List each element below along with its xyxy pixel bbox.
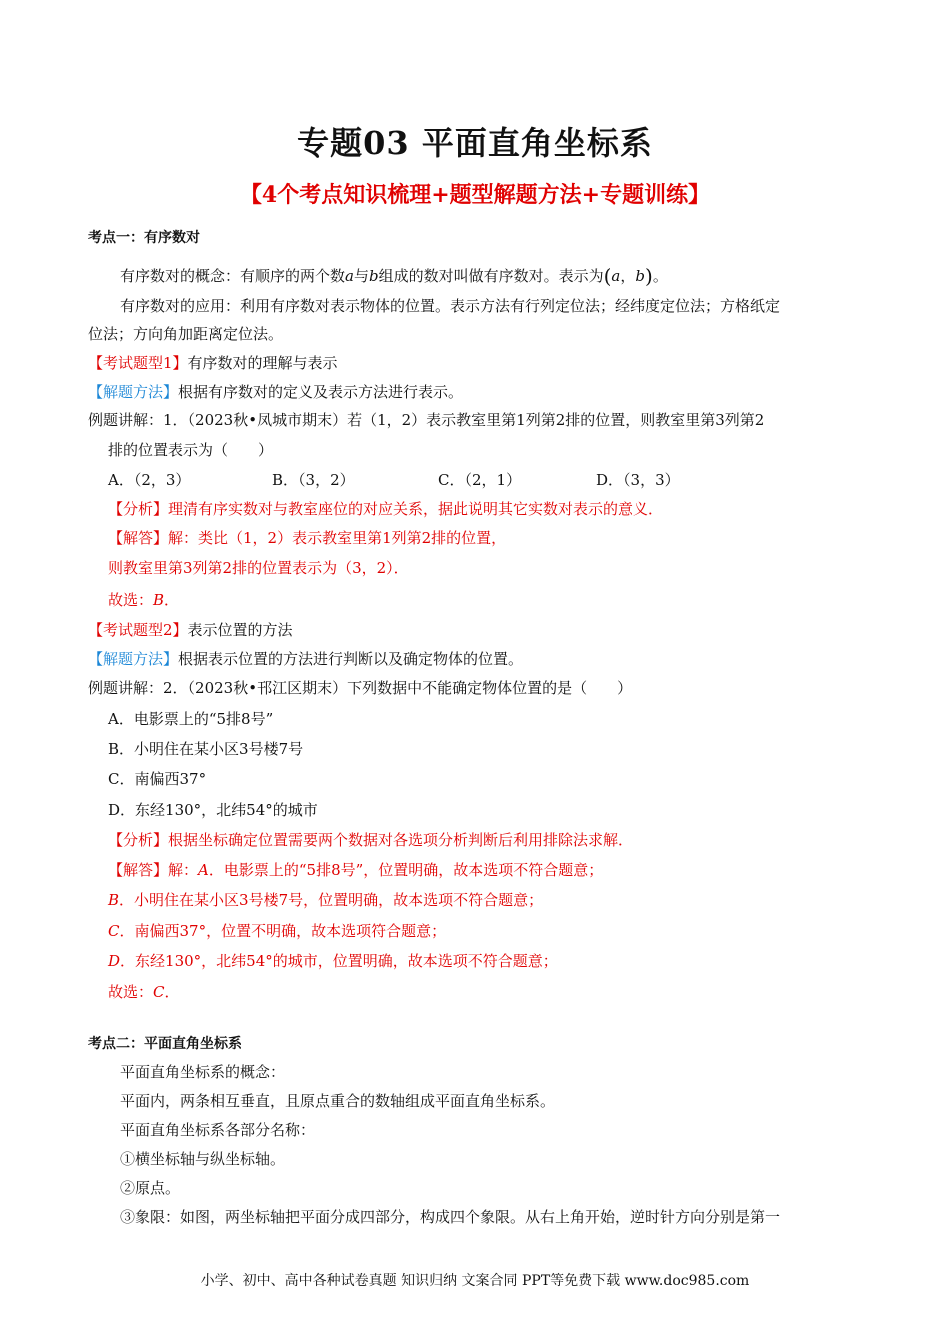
example-1-option-d: D．（3，3） (596, 471, 680, 489)
example-1-line-1: 例题讲解：1．（2023秋•凤城市期末）若（1，2）表示教室里第1列第2排的位置，则教室里第3列第2 (88, 411, 765, 429)
section-2-line-6: ③象限：如图，两坐标轴把平面分成四部分，构成四个象限。从右上角开始，逆时针方向分别是第一 (120, 1208, 781, 1226)
page-footer: 小学、初中、高中各种试卷真题 知识归纳 文案合同 PPT等免费下载 www.doc985.com (200, 1273, 750, 1289)
var-b: b (368, 267, 379, 285)
example-2-choice: 故选：C． (108, 983, 180, 1001)
exam-type-tag: 【考试题型1】 (88, 354, 188, 372)
example-1-answer-1: 【解答】解：类比（1，2）表示教室里第1列第2排的位置， (108, 529, 507, 547)
exam-type-tag: 【考试题型2】 (88, 621, 188, 639)
section-2-line-4: ①横坐标轴与纵坐标轴。 (120, 1150, 286, 1168)
exam-type-2: 【考试题型2】表示位置的方法 (88, 621, 293, 639)
application-line-1: 有序数对的应用：利用有序数对表示物体的位置。表示方法有行列定位法；经纬度定位法；方格纸定 (120, 297, 781, 315)
example-2-answer-b: B．小明住在某小区3号楼7号，位置明确，故本选项不符合题意； (108, 891, 544, 909)
example-2-option-d: D．东经130°，北纬54°的城市 (108, 801, 318, 819)
method-1: 【解题方法】根据有序数对的定义及表示方法进行表示。 (88, 383, 464, 401)
example-1-option-b: B．（3，2） (272, 471, 355, 489)
example-1-option-c: C．（2，1） (438, 471, 522, 489)
example-2-answer-a: 【解答】解：A．电影票上的“5排8号”，位置明确，故本选项不符合题意； (108, 861, 604, 879)
example-1-line-2: 排的位置表示为（ ） (108, 441, 274, 459)
section-2-line-5: ②原点。 (120, 1179, 181, 1197)
page-title: 专题03 平面直角坐标系 (297, 124, 653, 162)
section-heading-1: 考点一：有序数对 (88, 230, 200, 246)
exam-type-1: 【考试题型1】有序数对的理解与表示 (88, 354, 338, 372)
method-2: 【解题方法】根据表示位置的方法进行判断以及确定物体的位置。 (88, 650, 524, 668)
example-2-option-c: C．南偏西37° (108, 770, 207, 788)
var-a: a (345, 267, 354, 285)
method-tag: 【解题方法】 (88, 650, 179, 668)
example-1-answer-2: 则教室里第3列第2排的位置表示为（3，2）． (108, 559, 409, 577)
concept-paragraph: 有序数对的概念：有顺序的两个数a与b组成的数对叫做有序数对。表示为(a，b)。 (120, 264, 668, 288)
example-2-option-b: B．小明住在某小区3号楼7号 (108, 740, 304, 758)
example-2-option-a: A．电影票上的“5排8号” (108, 710, 274, 728)
section-2-line-1: 平面直角坐标系的概念： (120, 1063, 286, 1081)
method-tag: 【解题方法】 (88, 383, 179, 401)
section-heading-2: 考点二：平面直角坐标系 (88, 1036, 242, 1052)
example-2-answer-c: C．南偏西37°，位置不明确，故本选项符合题意； (108, 922, 447, 940)
section-2-line-3: 平面直角坐标系各部分名称： (120, 1121, 316, 1139)
example-2-line-1: 例题讲解：2．（2023秋•邗江区期末）下列数据中不能确定物体位置的是（ ） (88, 679, 633, 697)
page-subtitle: 【4个考点知识梳理+题型解题方法+专题训练】 (239, 182, 711, 208)
ordered-pair: (a，b) (603, 264, 653, 288)
section-2-line-2: 平面内，两条相互垂直，且原点重合的数轴组成平面直角坐标系。 (120, 1092, 556, 1110)
application-line-2: 位法；方向角加距离定位法。 (88, 325, 284, 343)
example-2-answer-d: D．东经130°，北纬54°的城市，位置明确，故本选项不符合题意； (108, 952, 558, 970)
example-1-choice: 故选：B． (108, 591, 180, 609)
example-1-analysis: 【分析】理清有序实数对与教室座位的对应关系，据此说明其它实数对表示的意义． (108, 500, 664, 518)
example-1-option-a: A．（2，3） (108, 471, 191, 489)
example-2-analysis: 【分析】根据坐标确定位置需要两个数据对各选项分析判断后利用排除法求解． (108, 831, 634, 849)
